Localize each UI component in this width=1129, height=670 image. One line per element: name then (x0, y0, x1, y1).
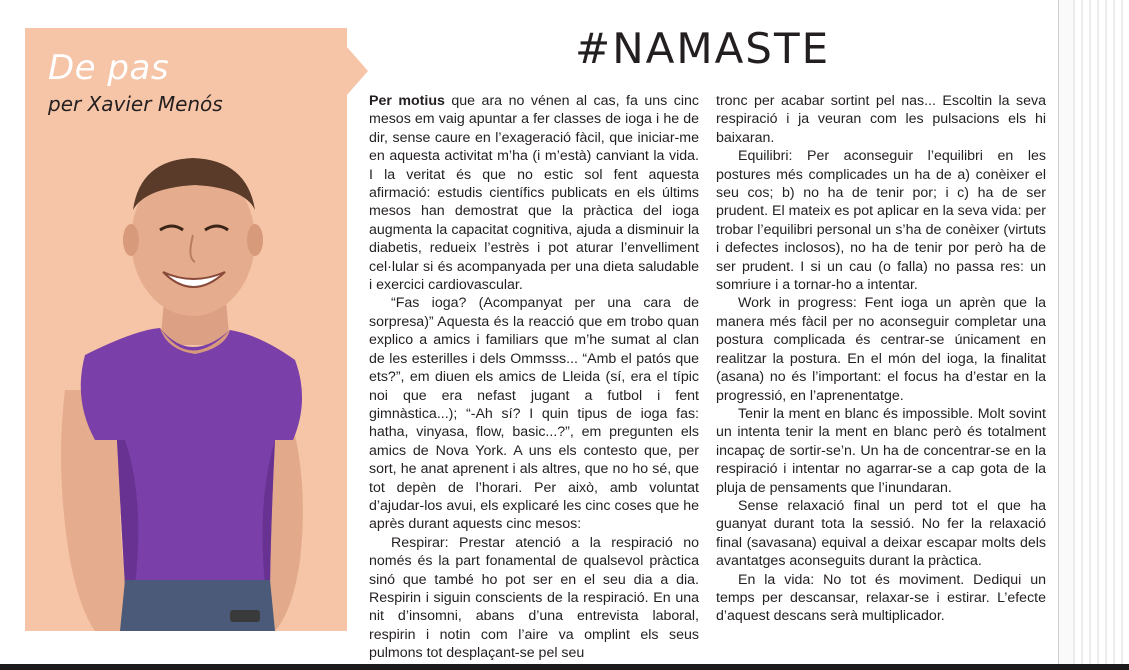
author-panel-notch (346, 46, 368, 96)
paragraph: Respirar: Prestar atenció a la respiració no només és la part fonamental de qualsevol pràctica sinó que també ho pot ser en el seu dia a dia. Respirin i siguin conscients de la respiració. En una nit d’insomni, abans d’una entrevista laboral, respirin i notin com l’aire va omplint els seus pulmons tot desplaçant-se pel seu (369, 534, 699, 662)
author-byline: per Xavier Menós (48, 92, 223, 116)
page-stack-edge (1059, 0, 1129, 670)
paragraph: En la vida: No tot és moviment. Dediqui un temps per descansar, relaxar-se i estirar. L’efecte d’aquest descans serà multiplicador. (716, 571, 1046, 625)
column-title: De pas (48, 48, 170, 88)
lead-in-bold: Per motius (369, 93, 445, 109)
author-portrait-illustration (25, 140, 347, 631)
article-column-1 (369, 92, 699, 663)
paragraph: Tenir la ment en blanc és impossible. Molt sovint un intenta tenir la ment en blanc però és totalment incapaç de sortir-se’n. Un ha de concentrar-se en la respiració i intentar no agarrar-se a cap gota de la pluja de pensaments que l’inundaran. (716, 405, 1046, 496)
paragraph: Sense relaxació final un perd tot el que ha guanyat durant tota la sessió. No fer la relaxació final (savasana) equival a deixar escapar molts dels avantatges aconseguits durant la pràctica. (716, 497, 1046, 570)
paragraph: Equilibri: Per aconseguir l’equilibri en les postures més complicades un ha de a) conèixer el seu cos; b) no ha de tenir por; i c) ha de ser prudent. El mateix es pot aplicar en la seva vida: per trobar l’equilibri personal un s’ha de conèixer (virtuts i defectes inclosos), no ha de tenir por però ha de ser prudent. I si un cau (o falla) no passa res: un somriure i a tornar-ho a intentar. (716, 148, 1046, 294)
article-headline: #NAMASTE (575, 24, 831, 73)
paragraph: “Fas ioga? (Acompanyat per una cara de sorpresa)” Aquesta és la reacció que em trobo quan explico a amics i familiars que m’he sumat al clan de les esterilles i dels Ommsss... “Amb el patós que ets?”, em diuen els amics de Lleida (sí, era el típic noi que era nefast jugant a futbol i fent gimnàstica...); “-Ah sí? I quin tipus de ioga fas: hatha, vinyasa, flow, basic...?”, em pregunten els amics de Nova York. A uns els contesto que, per sort, he anat aprenent i als altres, que no ho sé, que tot depèn de l’horari. Per això, amb voluntat d’ajudar-los avui, els explicaré les cinc coses que he après durant aquests cinc mesos: (369, 295, 699, 533)
paragraph: tronc per acabar sortint pel nas... Escoltin la seva respiració i ja veuran com les pulsacions els hi baixaran. (716, 93, 1046, 146)
article-column-2 (716, 92, 1046, 626)
paragraph-lead (369, 92, 699, 294)
page-bottom-rule (0, 664, 1129, 670)
paragraph: Work in progress: Fent ioga un aprèn que la manera més fàcil per no aconseguir completar una postura complicada és centrar-se únicament en realitzar la postura. En el món del ioga, la finalitat (asana) no és l’important: el focus ha d’estar en la progressió, en l’aprenentatge. (716, 295, 1046, 404)
paragraph-text: que ara no vénen al cas, fa uns cinc mesos em vaig apuntar a fer classes de ioga i he de dir, sense caure en l’exageració fàcil, que iniciar-me en aquesta activitat m’ha (i m’està) canviant la vida. I la veritat és que no estic sol fent aquesta afirmació: estudis científics publicats en els últims mesos han demostrat que la pràctica del ioga augmenta la capacitat cognitiva, ajuda a disminuir la diabetis, redueix l’estrès i pot aturar l’envelliment cel·lular si és acompanyada per una dieta saludable i exercici cardiovascular. (369, 93, 699, 294)
